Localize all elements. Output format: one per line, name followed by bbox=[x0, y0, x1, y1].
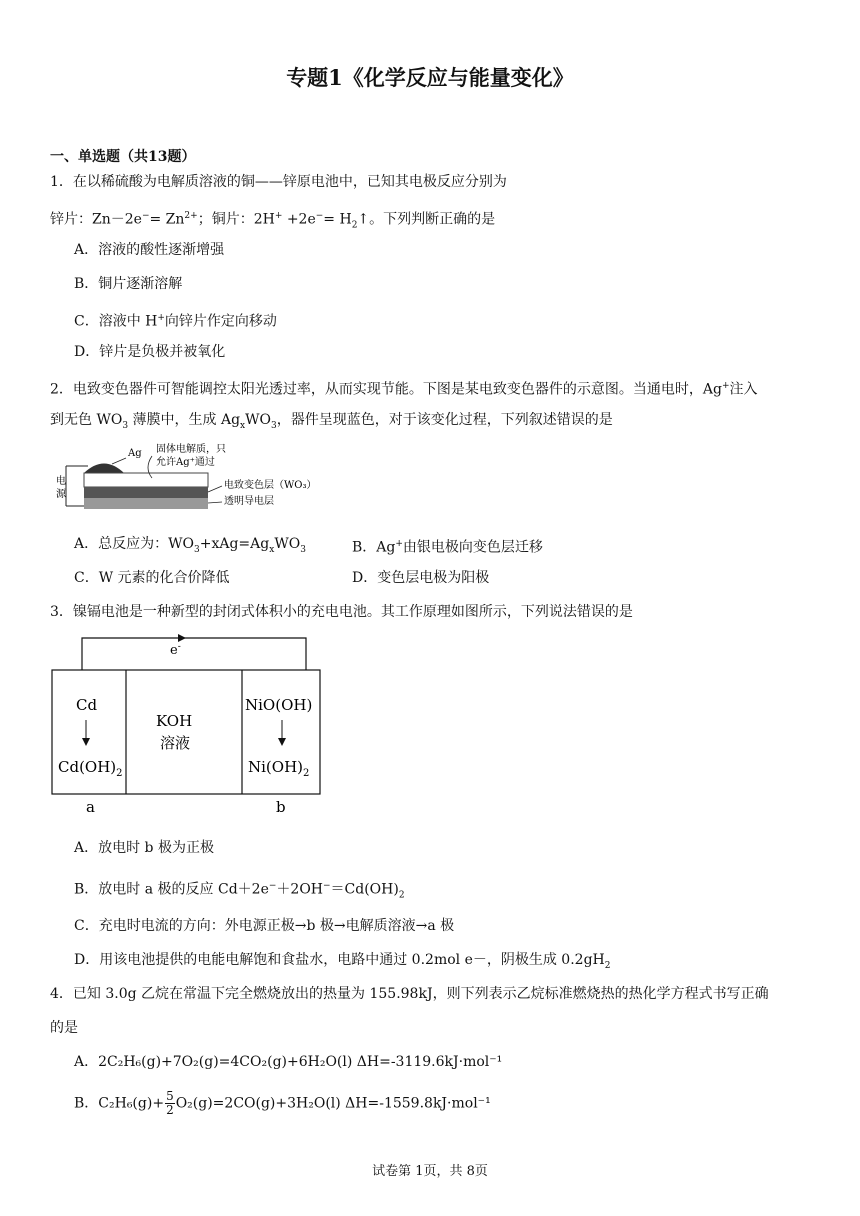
q3-option-d: D．用该电池提供的电能电解饱和食盐水，电路中通过 0.2mol e－，阴极生成 $0.2gH_2$ bbox=[74, 952, 611, 971]
q3-stem: 3．镍镉电池是一种新型的封闭式体积小的充电电池。其工作原理如图所示，下列说法错误的是 bbox=[50, 604, 633, 620]
fraction-five-halves: $\frac{5}{2}$ bbox=[166, 1089, 174, 1117]
fig-koh-label: KOH bbox=[156, 712, 193, 730]
fig-right-bottom: Ni(OH) bbox=[248, 758, 304, 776]
q4-option-b: B．C₂H₆(g)+ $\frac{5}{2}$ O₂(g)=2CO(g)+3H₂O(l) ΔH=-1559.8kJ·mol⁻¹ bbox=[74, 1089, 491, 1117]
electrochromic-device-figure bbox=[52, 440, 342, 520]
q1-stem-line2: 锌片：$Zn-2e^-= Zn^{2+}$；铜片：$2H^+ +2e^-= H_2↑$。下列判断正确的是 bbox=[50, 211, 496, 231]
q1-stem-line1: 1．在以稀硫酸为电解质溶液的铜——锌原电池中，已知其电极反应分别为 bbox=[50, 174, 507, 190]
fig-power-label-2: 源 bbox=[56, 489, 66, 500]
fig-electron-label: e- bbox=[170, 642, 181, 658]
q4-option-a: A．2C₂H₆(g)+7O₂(g)=4CO₂(g)+6H₂O(l) ΔH=-3119.6kJ·mol⁻¹ bbox=[74, 1054, 503, 1070]
q4-stem-line2: 的是 bbox=[50, 1020, 78, 1036]
page-title: 专题1《化学反应与能量变化》 bbox=[286, 65, 574, 90]
fig-label-b: b bbox=[276, 798, 286, 816]
fig-electrolyte-label-1: 固体电解质，只 bbox=[156, 444, 226, 455]
q2-option-b: B．Ag+由银电极向变色层迁移 bbox=[352, 539, 543, 556]
fig-ag-label: Ag bbox=[128, 448, 142, 459]
page-footer: 试卷第 1页，共 8页 bbox=[372, 1164, 488, 1179]
fig-electrolyte-label-2: 允许Ag⁺通过 bbox=[156, 457, 215, 468]
q1-option-c: C．溶液中 H+向锌片作定向移动 bbox=[74, 313, 277, 330]
q3-option-a: A．放电时 b 极为正极 bbox=[74, 840, 214, 856]
q2-stem-line1: 2．电致变色器件可智能调控太阳光透过率，从而实现节能。下图是某电致变色器件的示意图。当通电时，Ag+注入 bbox=[50, 381, 758, 398]
svg-text:Ni(OH)2: $Ni(OH)_2$ bbox=[248, 758, 310, 779]
q1-option-a: A．溶液的酸性逐渐增强 bbox=[74, 242, 225, 258]
q3-option-b: B．放电时 a 极的反应 $Cd+2e^-+2OH^-=Cd(OH)_2$ bbox=[74, 881, 405, 901]
q2-stem-line2: 到无色 $WO_3$ 薄膜中，生成 $Ag_xWO_3$，器件呈现蓝色，对于该变化过程，下列叙述错误的是 bbox=[50, 412, 613, 431]
fig-left-bottom: Cd(OH) bbox=[58, 758, 117, 776]
section-heading: 一、单选题（共13题） bbox=[50, 149, 196, 165]
fig-solution-label: 溶液 bbox=[160, 734, 191, 752]
q2-option-d: D．变色层电极为阳极 bbox=[352, 570, 490, 586]
svg-text:Cd(OH)2: $Cd(OH)_2$ bbox=[58, 758, 123, 779]
fig-label-a: a bbox=[86, 798, 95, 816]
q1-option-d: D．锌片是负极并被氧化 bbox=[74, 344, 226, 360]
q2-option-c: C．W 元素的化合价降低 bbox=[74, 570, 230, 586]
ni-cd-battery-figure bbox=[50, 632, 330, 816]
fig-power-label-1: 电 bbox=[56, 476, 66, 487]
fig-left-top: Cd bbox=[76, 696, 98, 714]
q1-option-b: B．铜片逐渐溶解 bbox=[74, 276, 183, 292]
q4-stem-line1: 4．已知 3.0g 乙烷在常温下完全燃烧放出的热量为 155.98kJ，则下列表示乙烷标准燃烧热的热化学方程式书写正确 bbox=[50, 986, 769, 1002]
fig-right-top: NiO(OH) bbox=[245, 696, 313, 714]
fig-layer-label-2: 透明导电层 bbox=[224, 496, 274, 507]
q2-option-a: A．总反应为：$WO_3+xAg=Ag_xWO_3$ bbox=[74, 536, 306, 555]
fig-layer-label-1: 电致变色层（WO₃） bbox=[224, 480, 317, 491]
q3-option-c: C．充电时电流的方向：外电源正极→b 极→电解质溶液→a 极 bbox=[74, 918, 455, 934]
